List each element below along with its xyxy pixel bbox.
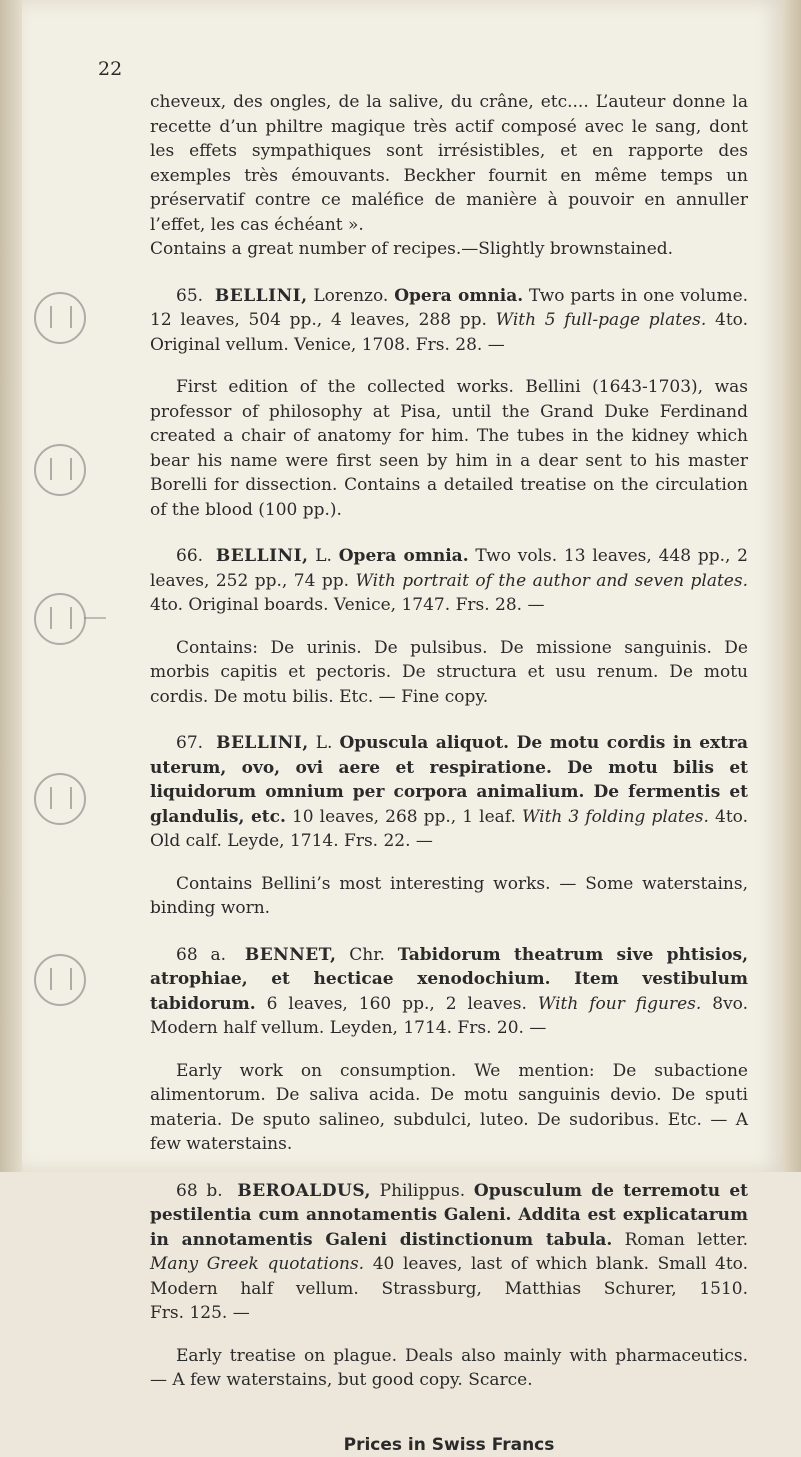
entry-author-name: L. <box>316 733 333 753</box>
entry-note: Contains Bellini’s most interesting works. — Some waterstains, binding worn. <box>150 872 748 921</box>
entry-heading <box>150 544 748 618</box>
entry-author: BELLINI, <box>215 286 308 306</box>
hole-punch-mark-2 <box>34 444 86 496</box>
entry-imprint: 40 leaves, last of which blank. Small 4to. Modern half vellum. Strassburg, Matthias Schurer, 1510. <box>150 1254 748 1299</box>
hole-punch-mark-1 <box>34 292 86 344</box>
entry-author: BEROALDUS, <box>237 1181 371 1201</box>
entry-note: First edition of the collected works. Bellini (1643-1703), was professor of philosophy at Pisa, until the Grand Duke Ferdinand created a chair of anatomy for him. The tubes in the kidney which bear his name were first seen by him in a dear sent to his master Borelli for dissection. Contains a detailed treatise on the circulation of the blood (100 pp.). <box>150 375 748 522</box>
entry-imprint: 8vo. Modern half vellum. Leyden, 1714. <box>150 994 748 1039</box>
page-left-edge <box>0 0 22 1172</box>
entry-price: Frs. 20. — <box>457 1018 546 1038</box>
entry-imprint: 4to. Original boards. Venice, 1747. <box>150 595 450 615</box>
entry-author: BENNET, <box>245 945 337 965</box>
entry-title: Opuscula aliquot. De motu cordis in extra uterum, ovo, ovi aere et respiratione. De motu bilis et liquidorum omnium per corpora animalium. De fermentis et glandulis, etc. <box>150 733 748 827</box>
entry-number: 68 b. <box>176 1181 223 1201</box>
entry-description: 6 leaves, 160 pp., 2 leaves. <box>267 994 527 1014</box>
catalogue-entry <box>150 731 748 921</box>
entry-author-name: Chr. <box>349 945 385 965</box>
entry-price: Frs. 28. — <box>416 335 505 355</box>
prices-footer: Prices in Swiss Francs <box>150 1433 748 1457</box>
entry-author-name: Lorenzo. <box>313 286 388 306</box>
intro-note: Contains a great number of recipes.—Slightly brownstained. <box>150 237 748 262</box>
entry-title: Opusculum de terremotu et pestilentia cum annotamentis Galeni. Addita est explicatarum in annotamentis Galeni distinctionum tabula. <box>150 1181 748 1250</box>
entry-heading <box>150 284 748 358</box>
entry-price: Frs. 125. — <box>150 1303 250 1323</box>
entry-description: Two vols. 13 leaves, 448 pp., 2 leaves, 252 pp., 74 pp. <box>150 546 748 591</box>
hole-punch-mark-5 <box>34 954 86 1006</box>
entry-imprint: 4to. Original vellum. Venice, 1708. <box>150 310 748 355</box>
entry-author-name: L. <box>315 546 332 566</box>
entry-description-italic: With 5 full-page plates. <box>496 310 707 330</box>
hole-punch-mark-3 <box>34 593 86 645</box>
entry-imprint: 4to. Old calf. Leyde, 1714. <box>150 807 748 852</box>
entry-number: 65. <box>176 286 203 306</box>
entry-number: 67. <box>176 733 203 753</box>
catalogue-content <box>150 90 748 1457</box>
hole-punch-mark-4 <box>34 773 86 825</box>
catalogue-entry <box>150 544 748 709</box>
entry-description: Roman letter. <box>625 1230 748 1250</box>
entry-author-name: Philippus. <box>380 1181 466 1201</box>
entry-price: Frs. 28. — <box>456 595 545 615</box>
entry-title: Opera omnia. <box>394 286 523 306</box>
entry-heading <box>150 731 748 854</box>
entry-heading <box>150 1179 748 1326</box>
catalogue-entry <box>150 943 748 1157</box>
entry-note: Contains: De urinis. De pulsibus. De missione sanguinis. De morbis capitis et pectoris. De structura et usu renum. De motu cordis. De motu bilis. Etc. — Fine copy. <box>150 636 748 710</box>
entry-description-italic: Many Greek quotations. <box>150 1254 364 1274</box>
hole-punch-tail <box>84 617 106 619</box>
entry-heading <box>150 943 748 1041</box>
entry-description-italic: With portrait of the author and seven plates. <box>355 571 748 591</box>
catalogue-entry <box>150 1179 748 1393</box>
entry-author: BELLINI, <box>216 546 309 566</box>
page-right-edge <box>782 0 801 1172</box>
entry-author: BELLINI, <box>216 733 309 753</box>
entry-description: 10 leaves, 268 pp., 1 leaf. <box>292 807 516 827</box>
entry-note: Early work on consumption. We mention: De subactione alimentorum. De saliva acida. De motu sanguinis devio. De sputi materia. De sputo salineo, subdulci, luteo. De sudoribus. Etc. — A few waterstains. <box>150 1059 748 1157</box>
page-number: 22 <box>98 58 122 80</box>
catalogue-entry <box>150 284 748 523</box>
entry-note: Early treatise on plague. Deals also mainly with pharmaceutics. — A few waterstains, but good copy. Scarce. <box>150 1344 748 1393</box>
entry-description-italic: With 3 folding plates. <box>522 807 709 827</box>
entry-price: Frs. 22. — <box>344 831 433 851</box>
entry-number: 68 a. <box>176 945 226 965</box>
entry-number: 66. <box>176 546 203 566</box>
entry-title: Opera omnia. <box>339 546 469 566</box>
entry-description: Two parts in one volume. 12 leaves, 504 pp., 4 leaves, 288 pp. <box>150 286 748 331</box>
intro-block <box>150 90 748 262</box>
intro-text: cheveux, des ongles, de la salive, du crâne, etc.... L’auteur donne la recette d’un philtre magique très actif composé avec le sang, dont les effets sympathiques sont irrésistibles, et en rapporte des exemples très émouvants. Beckher fournit en même temps un préservatif contre ce maléfice de manière à pouvoir en annuller l’effet, les cas échéant ». <box>150 90 748 237</box>
entry-title: Tabidorum theatrum sive phtisios, atrophiae, et hecticae xenodochium. Item vestibulum tabidorum. <box>150 945 748 1014</box>
entry-description-italic: With four figures. <box>538 994 701 1014</box>
